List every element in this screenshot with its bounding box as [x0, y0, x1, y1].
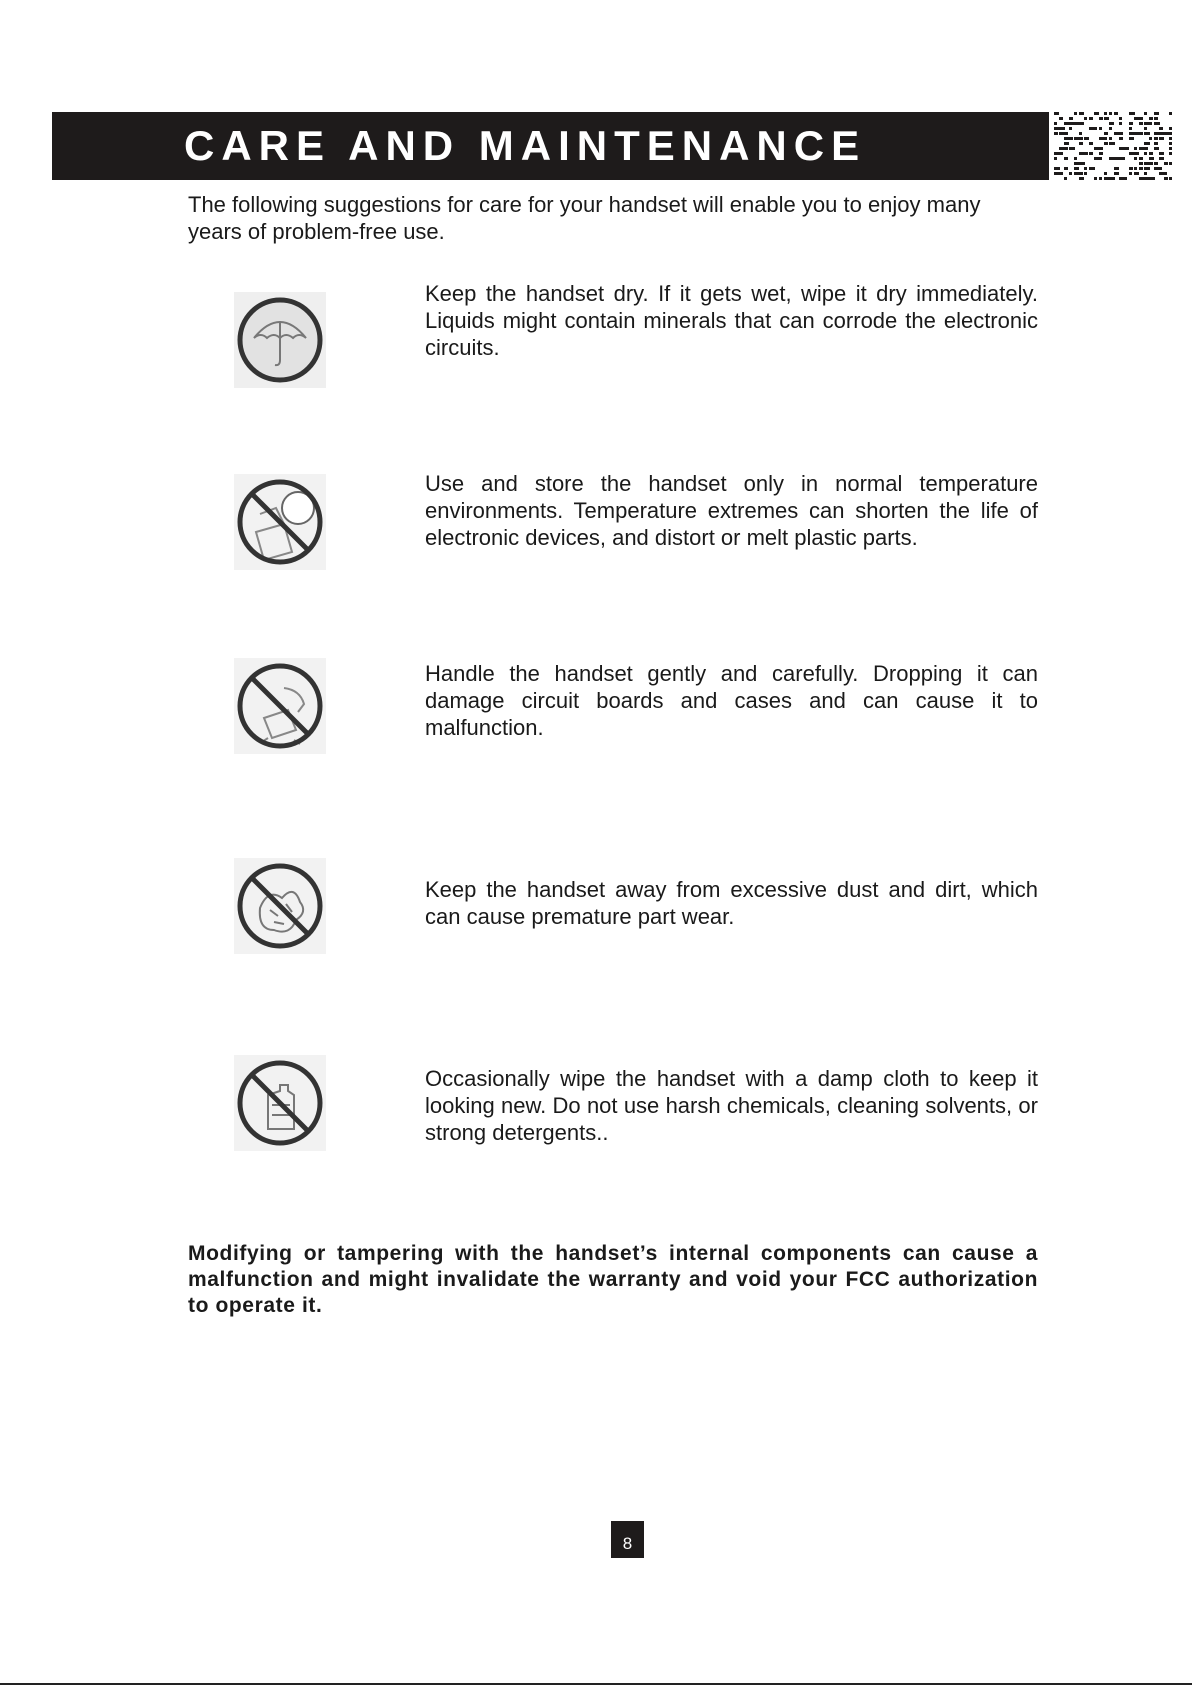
no-dust-icon — [234, 858, 326, 954]
umbrella-icon — [234, 292, 326, 388]
care-item-text: Keep the handset away from excessive dust and dirt, which can cause premature part wear. — [425, 877, 1038, 929]
care-item-text: Handle the handset gently and carefully. Dropping it can damage circuit boards and cases and can cause it to malfunction. — [425, 661, 1038, 740]
no-temperature-extremes-icon — [234, 474, 326, 570]
care-item-text: Keep the handset dry. If it gets wet, wipe it dry immediately. Liquids might contain minerals that can corrode the electronic circuits. — [425, 281, 1038, 360]
page-title: CARE AND MAINTENANCE — [184, 122, 867, 169]
care-item-text: Use and store the handset only in normal temperature environments. Temperature extremes can shorten the life of electronic devices, and distort or melt plastic parts. — [425, 471, 1038, 550]
header-bar — [52, 112, 1049, 180]
pattern-icon — [1054, 112, 1172, 180]
care-item-text: Occasionally wipe the handset with a damp cloth to keep it looking new. Do not use harsh chemicals, cleaning solvents, or strong detergents.. — [425, 1066, 1038, 1145]
page-number: 8 — [611, 1521, 644, 1558]
intro-paragraph: The following suggestions for care for your handset will enable you to enjoy many years of problem-free use. — [188, 192, 981, 244]
no-chemicals-icon — [234, 1055, 326, 1151]
no-dropping-icon — [234, 658, 326, 754]
warning-paragraph: Modifying or tampering with the handset’s internal components can cause a malfunction and might invalidate the warranty and void your FCC authorization to operate it. — [188, 1242, 1038, 1317]
